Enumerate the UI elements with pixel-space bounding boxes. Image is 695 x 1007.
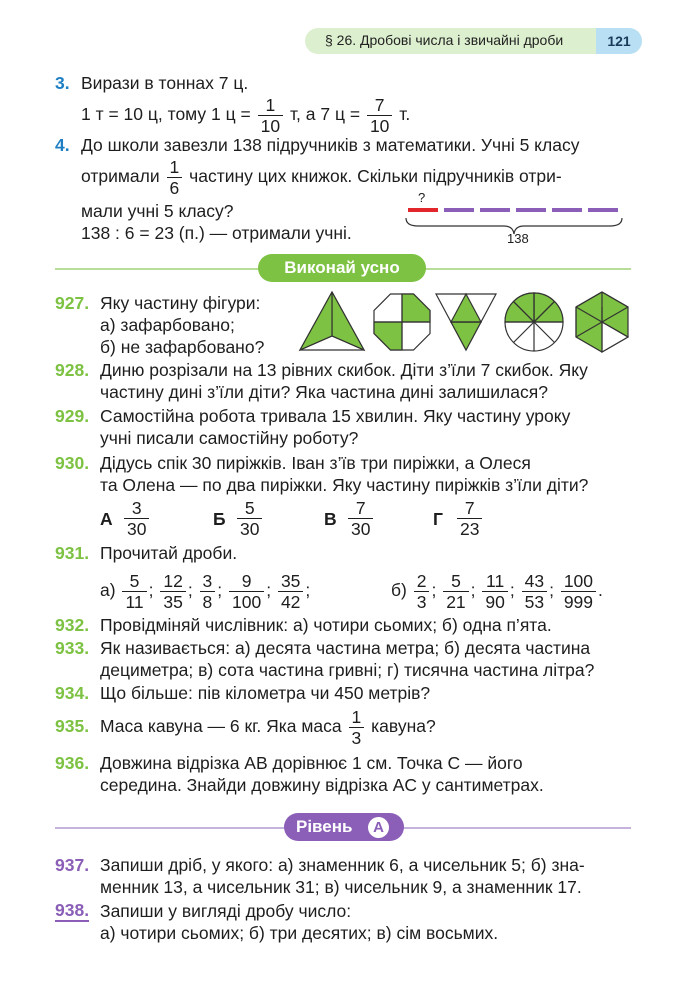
hexagon-shape	[576, 292, 628, 352]
problem-4-line4: 138 : 6 = 23 (п.) — отримали учні.	[81, 223, 352, 243]
fraction: $\frac{100}{999}$	[561, 571, 596, 612]
exercise-937-line2: менник 13, а чисельник 31; в) чисельник 9, а знаменник 17.	[100, 877, 582, 897]
problem-4-text-b: частину цих книжок. Скільки підручників отри-	[189, 166, 562, 186]
exercise-937-line1: Запиши дріб, у якого: а) знаменник 6, а чисельник 5; б) зна-	[100, 855, 585, 875]
fractions-row-a: а) $\frac{5}{11}$ ; $\frac{12}{35}$ ; $\frac{3}{8}$ ; $\frac{9}{100}$ ; $\frac{35}{42}$ ;	[100, 570, 311, 612]
exercise-933-number: 933.	[55, 638, 90, 658]
fraction: $\frac{9}{100}$	[229, 571, 264, 612]
exercise-933-line1: Як називається: а) десята частина метра; б) десята частина	[100, 638, 591, 658]
exercise-929-line2: учні писали самостійну роботу?	[100, 428, 359, 448]
fraction: $\frac{43}{53}$	[522, 571, 547, 612]
exercise-927-b: б) не зафарбовано?	[100, 337, 265, 357]
problem-3-line1: Вирази в тоннах 7 ц.	[81, 73, 249, 93]
problem-3-text-c: т.	[399, 104, 411, 124]
triangle-shape	[300, 292, 364, 350]
fraction: $\frac{7}{10}$	[367, 95, 392, 136]
exercise-929-line1: Самостійна робота тривала 15 хвилин. Яку частину уроку	[100, 406, 571, 426]
exercise-936-line2: середина. Знайди довжину відрізка AC у сантиметрах.	[100, 775, 544, 795]
problem-3-line2	[81, 92, 410, 136]
section-oral-badge: Виконай усно	[258, 254, 426, 282]
option-letter: Б	[213, 509, 226, 529]
level-letter: А	[368, 817, 389, 838]
fraction: $\frac{2}{3}$	[414, 571, 430, 612]
fraction: $\frac{7}{30}$	[348, 498, 373, 539]
fraction: $\frac{5}{21}$	[443, 571, 468, 612]
fraction: $\frac{3}{30}$	[124, 498, 149, 539]
exercise-938-line2: а) чотири сьомих; б) три десятих; в) сім восьмих.	[100, 923, 499, 943]
problem-4-line3: мали учні 5 класу?	[81, 201, 234, 221]
exercise-934-number: 934.	[55, 683, 90, 703]
option-letter: Г	[433, 509, 443, 529]
problem-4-line1: До школи завезли 138 підручників з математики. Учні 5 класу	[81, 135, 580, 155]
exercise-930-line2: та Олена — по два пиріжки. Яку частину пиріжків з’їли діти?	[100, 475, 589, 495]
problem-4-text-a: отримали	[81, 166, 160, 186]
exercise-935-text-a: Маса кавуна — 6 кг. Яка маса	[100, 716, 342, 736]
problem-3-text-b: т, а 7 ц =	[289, 104, 361, 124]
fraction: $\frac{11}{90}$	[482, 571, 507, 612]
exercise-938-number: 938.	[55, 900, 90, 920]
fraction: $\frac{3}{8}$	[200, 571, 216, 612]
page-number: 121	[596, 28, 642, 54]
fraction: $\frac{7}{23}$	[457, 498, 482, 539]
problem-3-number: 3.	[55, 73, 70, 93]
exercise-927-number: 927.	[55, 293, 90, 313]
option-letter: В	[324, 509, 337, 529]
exercise-930-number: 930.	[55, 453, 90, 473]
list-label: а)	[100, 580, 116, 600]
exercise-930-line1: Дідусь спік 30 пиріжків. Іван з’їв три пиріжки, а Олеся	[100, 453, 531, 473]
exercise-932-line1: Провідміняй числівник: а) чотири сьомих; б) одна п’ята.	[100, 615, 552, 635]
exercise-929-number: 929.	[55, 406, 90, 426]
fraction: $\frac{35}{42}$	[278, 571, 303, 612]
fraction-shapes	[298, 290, 638, 354]
octagon-shape	[374, 294, 430, 350]
exercise-928-line1: Диню розрізали на 13 рівних скибок. Діти з’їли 7 скибок. Яку	[100, 360, 588, 380]
level-label: Рівень	[296, 817, 353, 836]
exercise-936-number: 936.	[55, 753, 90, 773]
exercise-933-line2: дециметра; в) сота частина гривні; г) тисячна частина літра?	[100, 660, 595, 680]
exercise-928-number: 928.	[55, 360, 90, 380]
exercise-937-number: 937.	[55, 855, 90, 875]
diagram-total: 138	[507, 231, 529, 246]
fraction: $\frac{1}{10}$	[258, 95, 283, 136]
exercise-932-number: 932.	[55, 615, 90, 635]
diagram-question: ?	[418, 190, 426, 205]
exercise-931-line1: Прочитай дроби.	[100, 543, 238, 563]
fraction: $\frac{1}{6}$	[167, 157, 183, 198]
exercise-938-line1: Запиши у вигляді дробу число:	[100, 901, 352, 921]
exercise-935-text-b: кавуна?	[371, 716, 436, 736]
circle-shape	[505, 293, 563, 351]
option-letter: А	[100, 509, 113, 529]
exercise-935-number: 935.	[55, 716, 90, 736]
exercise-927-line1: Яку частину фігури:	[100, 293, 261, 313]
exercise-931-number: 931.	[55, 543, 90, 563]
fractions-row-b: б) $\frac{2}{3}$ ; $\frac{5}{21}$ ; $\frac{11}{90}$ ; $\frac{43}{53}$ ; $\frac{100}{999}$ .	[391, 570, 603, 612]
header-title: § 26. Дробові числа і звичайні дроби	[325, 32, 564, 48]
fraction: $\frac{12}{35}$	[160, 571, 185, 612]
fraction: $\frac{5}{11}$	[122, 571, 146, 612]
list-label: б)	[391, 580, 407, 600]
exercise-936-line1: Довжина відрізка AB дорівнює 1 см. Точка C — його	[100, 753, 523, 773]
exercise-934-line1: Що більше: пів кілометра чи 450 метрів?	[100, 683, 431, 703]
exercise-927-a: а) зафарбовано;	[100, 315, 235, 335]
fraction: $\frac{1}{3}$	[349, 707, 365, 748]
exercise-935-line1	[100, 704, 436, 748]
inverted-triangle-shape	[436, 294, 496, 350]
problem-4-number: 4.	[55, 135, 70, 155]
exercise-928-line2: частину дині з’їли діти? Яка частина дині залишилася?	[100, 382, 548, 402]
fraction: $\frac{5}{30}$	[237, 498, 262, 539]
problem-3-text-a: 1 т = 10 ц, тому 1 ц =	[81, 104, 251, 124]
page-header	[305, 28, 642, 54]
